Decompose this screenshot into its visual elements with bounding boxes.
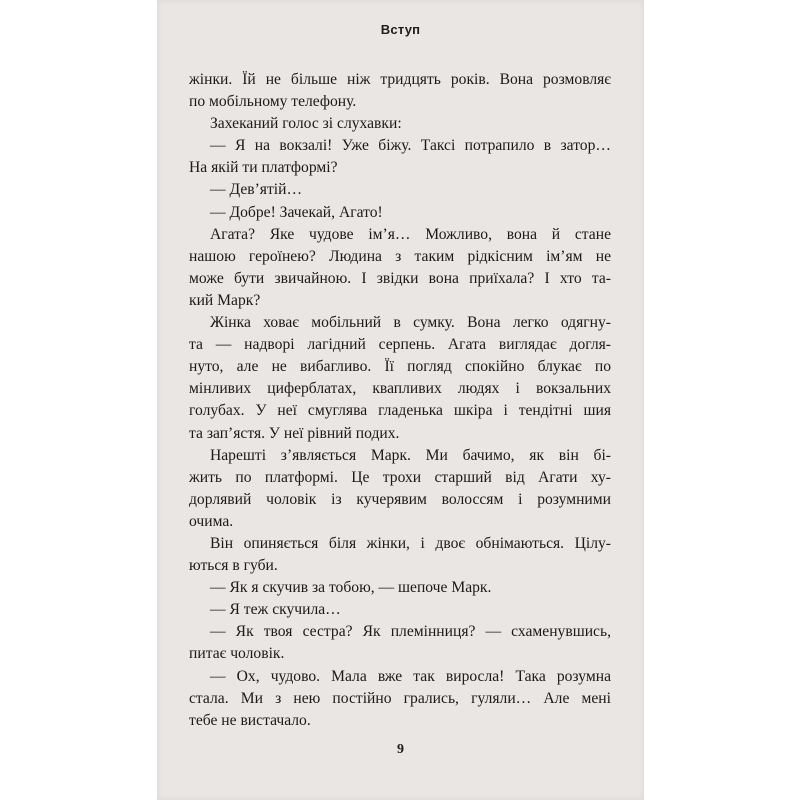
text-line: може бути звичайною. І звідки вона приїхала? І хто та- xyxy=(189,269,611,287)
text-line: — Як твоя сестра? Як племінниця? — схаменувшись, xyxy=(210,623,611,641)
text-line: по мобільному телефону. xyxy=(189,93,357,111)
text-line: голубах. У неї смуглява гладенька шкіра і тендітні шия xyxy=(189,402,611,420)
text-line: мінливих циферблатах, квапливих людях і вокзальних xyxy=(189,380,611,398)
text-line: — Я теж скучила… xyxy=(210,601,341,619)
text-line: питає чоловік. xyxy=(189,645,285,663)
text-line: нашою героїнею? Людина з таким рідкісним ім’ям не xyxy=(189,247,611,265)
text-line: Жінка ховає мобільний в сумку. Вона легко одягну- xyxy=(210,314,611,332)
text-line: жінки. Їй не більше ніж тридцять років. Вона розмовляє xyxy=(189,71,611,88)
text-line: нуто, але не вибагливо. Її погляд спокійно блукає по xyxy=(189,358,611,376)
text-line: Захеканий голос зі слухавки: xyxy=(210,115,402,133)
text-line: та — надворі лагідний серпень. Агата виглядає догля- xyxy=(189,336,611,354)
text-line: Агата? Яке чудове ім’я… Можливо, вона й стане xyxy=(210,225,611,243)
text-line: дорлявий чоловік із кучерявим волоссям і розумними xyxy=(189,490,611,508)
text-line: жить по платформі. Це трохи старший від Агати ху- xyxy=(189,468,611,486)
text-line: очима. xyxy=(189,512,234,530)
text-line: ються в губи. xyxy=(189,557,278,575)
text-line: — Дев’ятій… xyxy=(210,181,303,199)
text-line: кий Марк? xyxy=(189,291,261,309)
text-line: тебе не вистачало. xyxy=(189,711,311,729)
text-line: На якій ти платформі? xyxy=(189,159,338,177)
text-line: — Як я скучив за тобою, — шепоче Марк. xyxy=(210,579,492,597)
book-page xyxy=(157,0,644,800)
running-header: Вступ xyxy=(380,22,421,37)
text-line: — Ох, чудово. Мала вже так виросла! Така розумна xyxy=(210,667,611,685)
text-line: Він опиняється біля жінки, і двоє обнімаються. Цілу- xyxy=(210,534,611,552)
text-line: — Я на вокзалі! Уже біжу. Таксі потрапило в затор… xyxy=(210,137,611,155)
text-line: — Добре! Зачекай, Агато! xyxy=(210,203,383,221)
body-text xyxy=(189,69,611,732)
text-line: та зап’ястя. У неї рівний подих. xyxy=(189,424,400,442)
text-line: Нарешті з’являється Марк. Ми бачимо, як він бі- xyxy=(210,446,611,464)
text-line: стала. Ми з нею постійно грались, гуляли… Але мені xyxy=(189,689,611,707)
page-number: 9 xyxy=(397,742,404,757)
